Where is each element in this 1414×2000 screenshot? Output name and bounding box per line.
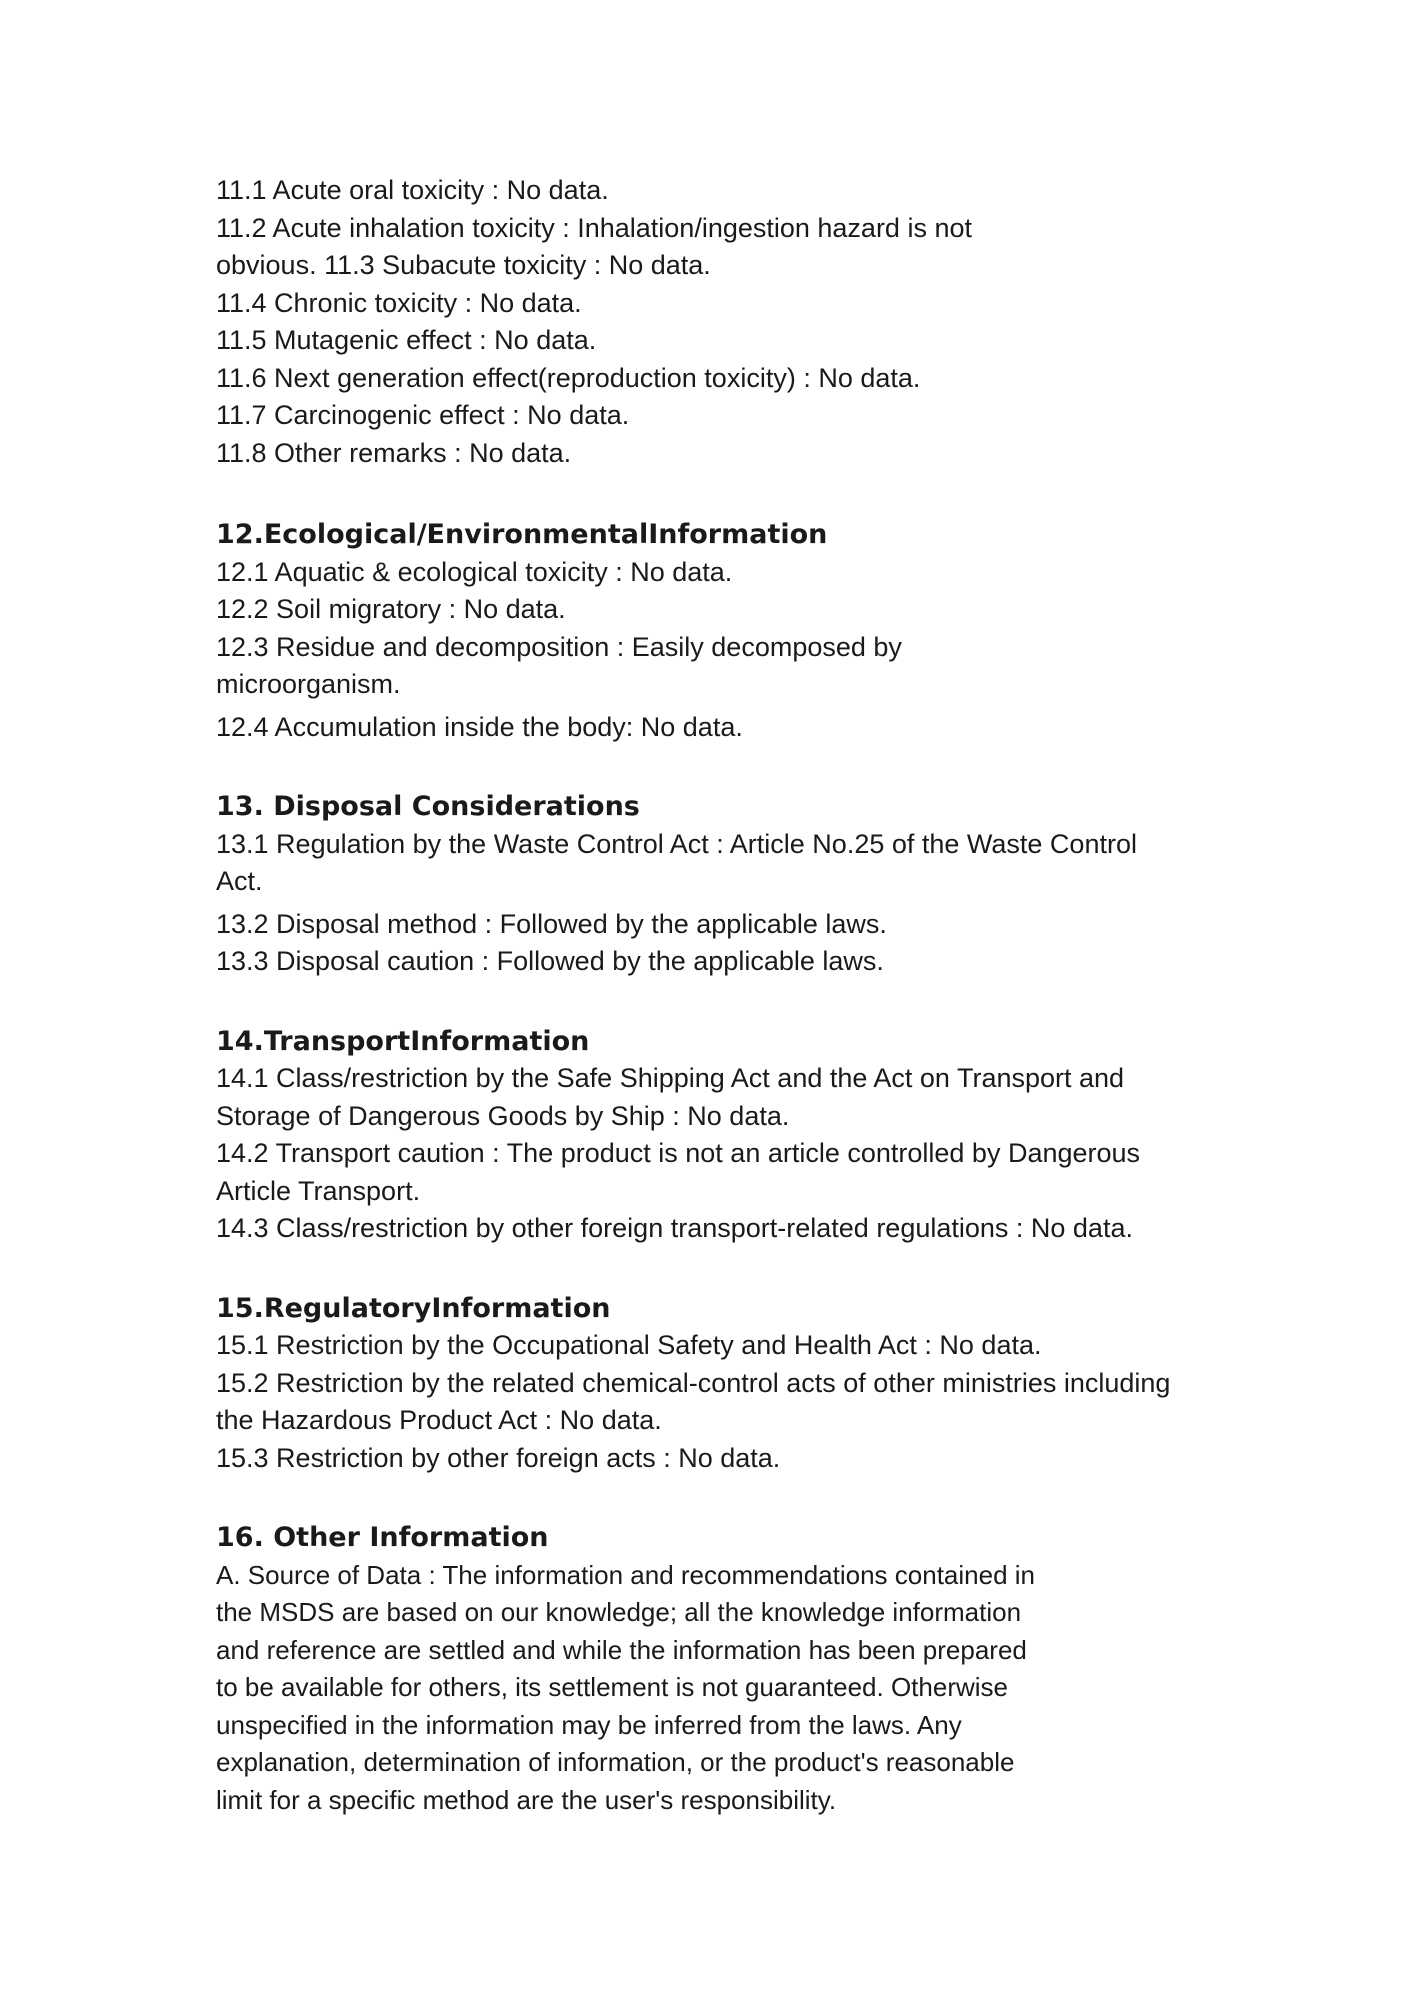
section-15-heading: 15.RegulatoryInformation <box>216 1292 611 1324</box>
next-generation-effect-line: 11.6 Next generation effect(reproduction toxicity) : No data. <box>216 362 921 393</box>
aquatic-toxicity-line: 12.1 Aquatic & ecological toxicity : No data. <box>216 556 733 587</box>
accumulation-line: 12.4 Accumulation inside the body: No data. <box>216 711 743 742</box>
source-of-data-line: A. Source of Data : The information and recommendations contained in <box>216 1559 1035 1590</box>
section-12-heading: 12.Ecological/EnvironmentalInformation <box>216 519 828 550</box>
section-14-heading: 14.TransportInformation <box>216 1025 590 1057</box>
soil-migratory-line: 12.2 Soil migratory : No data. <box>216 594 566 624</box>
section-14-transport <box>216 1023 1216 1248</box>
transport-caution-line: 14.2 Transport caution : The product is not an article controlled by Dangerous <box>216 1138 1141 1168</box>
chemical-control-acts-line-cont: the Hazardous Product Act : No data. <box>216 1405 662 1435</box>
source-of-data-line: limit for a specific method are the user's responsibility. <box>216 1784 837 1815</box>
safe-shipping-act-line: 14.1 Class/restriction by the Safe Shipping Act and the Act on Transport and <box>216 1063 1125 1093</box>
source-of-data-line: to be available for others, its settlement is not guaranteed. Otherwise <box>216 1672 1008 1702</box>
disposal-caution-line: 13.3 Disposal caution : Followed by the applicable laws. <box>216 946 884 976</box>
source-of-data-line: the MSDS are based on our knowledge; all the knowledge information <box>216 1597 1022 1627</box>
other-remarks-line: 11.8 Other remarks : No data. <box>216 437 572 468</box>
section-11-toxicology <box>216 172 1216 472</box>
section-16-other <box>216 1519 1216 1819</box>
waste-control-act-line-cont: Act. <box>216 866 263 896</box>
acute-inhalation-toxicity-line: 11.2 Acute inhalation toxicity : Inhalation/ingestion hazard is not <box>216 212 972 243</box>
msds-page <box>216 172 1216 1819</box>
subacute-toxicity-line: obvious. 11.3 Subacute toxicity : No data. <box>216 250 711 280</box>
source-of-data-line: explanation, determination of information, or the product's reasonable <box>216 1747 1015 1777</box>
foreign-transport-regulations-line: 14.3 Class/restriction by other foreign transport-related regulations : No data. <box>216 1213 1133 1243</box>
residue-decomposition-line: 12.3 Residue and decomposition : Easily decomposed by <box>216 631 902 662</box>
carcinogenic-effect-line: 11.7 Carcinogenic effect : No data. <box>216 400 630 430</box>
safe-shipping-act-line-cont: Storage of Dangerous Goods by Ship : No data. <box>216 1100 790 1131</box>
foreign-acts-line: 15.3 Restriction by other foreign acts : No data. <box>216 1442 781 1473</box>
occupational-safety-act-line: 15.1 Restriction by the Occupational Safety and Health Act : No data. <box>216 1330 1042 1360</box>
section-16-heading: 16. Other Information <box>216 1522 549 1553</box>
section-12-ecological <box>216 516 1216 746</box>
section-13-disposal <box>216 788 1216 981</box>
section-15-regulatory <box>216 1290 1216 1478</box>
source-of-data-line: unspecified in the information may be inferred from the laws. Any <box>216 1709 962 1740</box>
source-of-data-line: and reference are settled and while the information has been prepared <box>216 1634 1027 1665</box>
chronic-toxicity-line: 11.4 Chronic toxicity : No data. <box>216 287 582 318</box>
mutagenic-effect-line: 11.5 Mutagenic effect : No data. <box>216 325 597 355</box>
waste-control-act-line: 13.1 Regulation by the Waste Control Act : Article No.25 of the Waste Control <box>216 828 1137 859</box>
transport-caution-line-cont: Article Transport. <box>216 1175 421 1206</box>
disposal-method-line: 13.2 Disposal method : Followed by the applicable laws. <box>216 908 887 939</box>
acute-oral-toxicity-line: 11.1 Acute oral toxicity : No data. <box>216 175 609 205</box>
residue-decomposition-line-cont: microorganism. <box>216 669 401 699</box>
section-13-heading: 13. Disposal Considerations <box>216 791 640 822</box>
chemical-control-acts-line: 15.2 Restriction by the related chemical-control acts of other ministries including <box>216 1367 1171 1398</box>
